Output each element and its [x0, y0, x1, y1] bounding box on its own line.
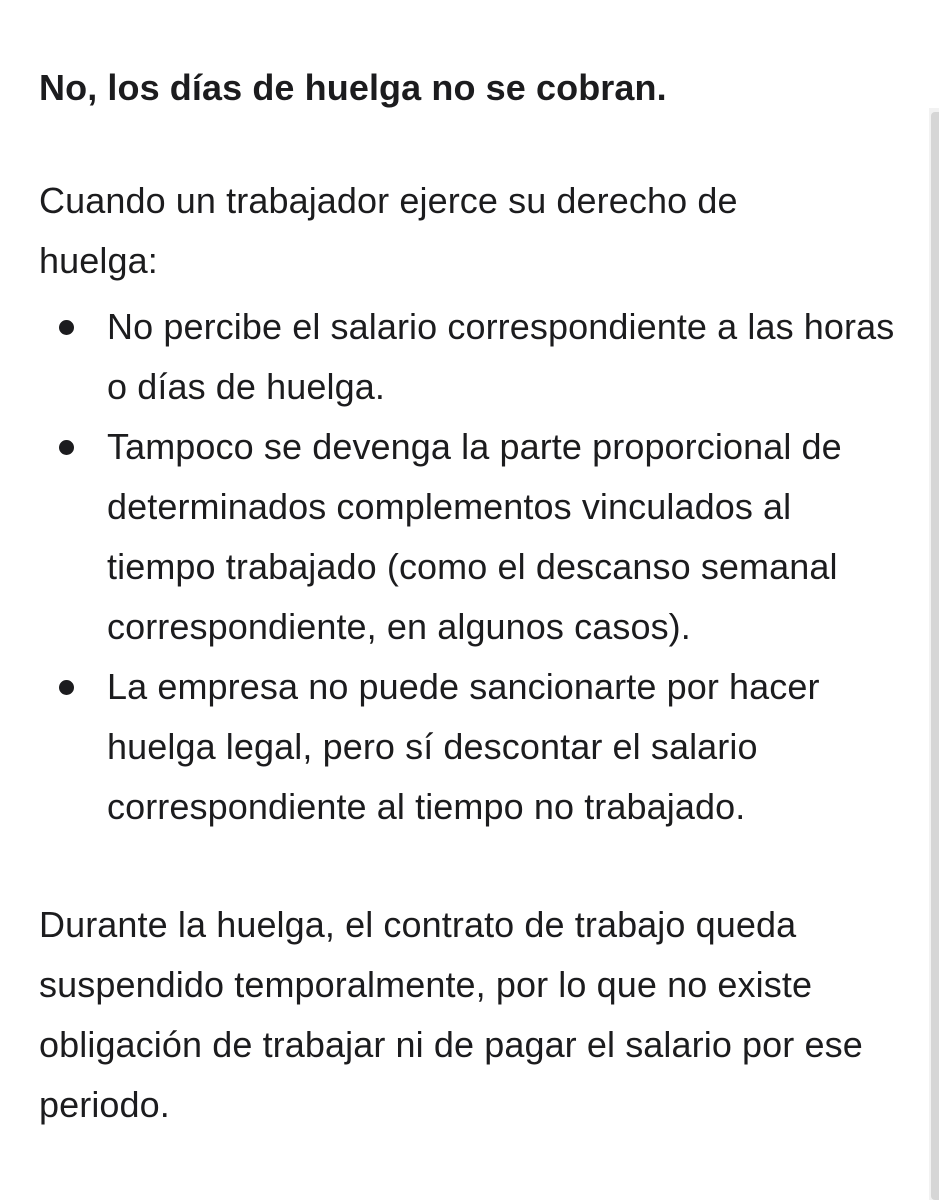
scrollbar-thumb[interactable] [931, 112, 939, 1200]
intro-paragraph: Cuando un trabajador ejerce su derecho de huelga: [39, 180, 738, 281]
list-item [39, 297, 909, 417]
bullet-list [39, 297, 909, 837]
list-item [39, 657, 909, 837]
list-item-text: Tampoco se devenga la parte proporcional de determinados complementos vinculados al tiempo trabajado (como el descanso semanal correspondiente, en algunos casos). [107, 426, 842, 647]
bullet-dot-icon [59, 320, 74, 335]
message-content [39, 58, 909, 1135]
list-item-text: La empresa no puede sancionarte por hacer huelga legal, pero sí descontar el salario correspondiente al tiempo no trabajado. [107, 666, 820, 827]
bullet-dot-icon [59, 680, 74, 695]
bullet-dot-icon [59, 440, 74, 455]
list-item-text: No percibe el salario correspondiente a las horas o días de huelga. [107, 306, 895, 407]
list-item [39, 417, 909, 657]
outro-paragraph: Durante la huelga, el contrato de trabajo queda suspendido temporalmente, por lo que no existe obligación de trabajar ni de pagar el salario por ese periodo. [39, 904, 863, 1125]
answer-heading: No, los días de huelga no se cobran. [39, 67, 667, 108]
